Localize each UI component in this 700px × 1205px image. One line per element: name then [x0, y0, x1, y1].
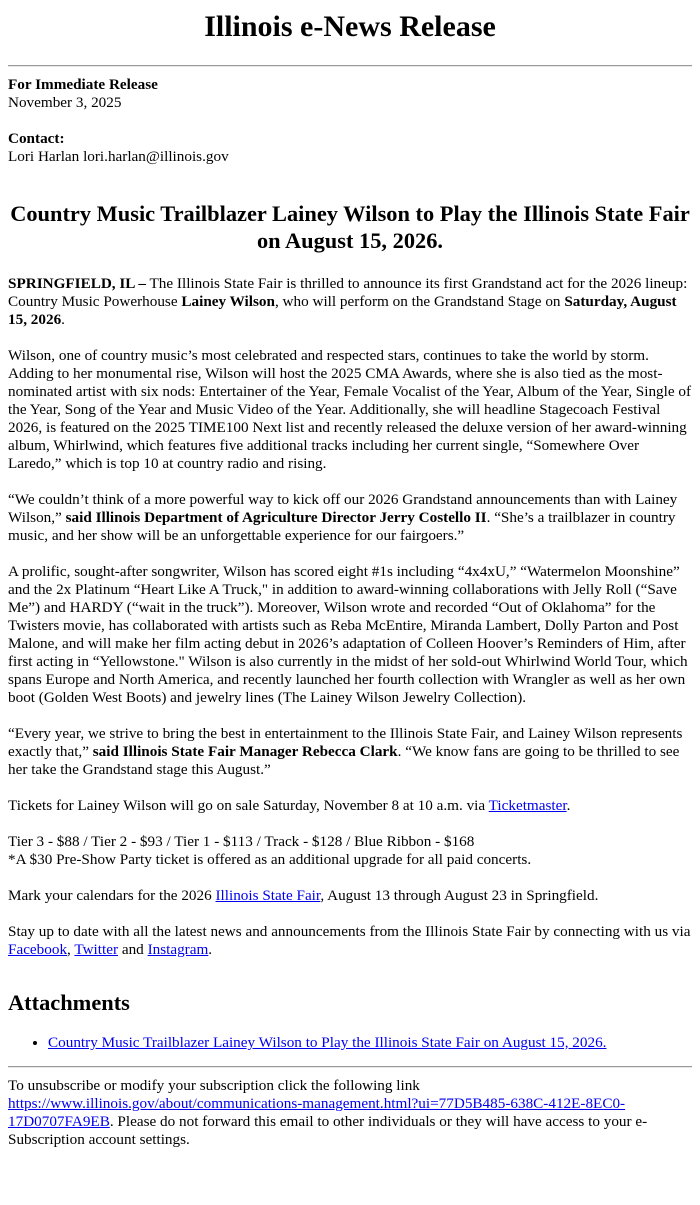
header-divider	[8, 65, 692, 67]
twitter-link[interactable]: Twitter	[74, 941, 119, 958]
instagram-link[interactable]: Instagram	[147, 941, 209, 958]
intro-text-a: The Illinois State Fair is thrilled to announce its first Grandstand act for the 2026 lineup: Country Music Powerhouse	[8, 275, 688, 310]
unsubscribe-notice	[8, 1077, 692, 1149]
calendar-text-a: Mark your calendars for the 2026	[8, 887, 216, 904]
intro-text-b: , who will perform on the Grandstand Stage on	[274, 293, 565, 310]
artist-name: Lainey Wilson	[181, 293, 275, 310]
footer-text-a: To unsubscribe or modify your subscription click the following link	[8, 1077, 420, 1094]
attachments-heading: Attachments	[8, 990, 130, 1015]
paragraph-social	[8, 923, 692, 959]
paragraph-songwriter: A prolific, sought-after songwriter, Wilson has scored eight #1s including “4x4xU,” “Watermelon Moonshine” and the 2x Platinum “Heart Like A Truck," in addition to award-winning collaborations with Jelly Roll (“Save Me”) and HARDY (“wait in the truck”). Moreover, Wilson wrote and recorded “Out of Oklahoma” for the Twisters movie, has collaborated with artists such as Reba McEntire, Miranda Lambert, Dolly Parton and Post Malone, and will make her film acting debut in 2026’s adaptation of Colleen Hoover’s Reminders of Him, after first acting in “Yellowstone." Wilson is also currently in the midst of her sold-out Whirlwind World Tour, which spans Europe and North America, and recently launched her fourth collection with Wrangler as well as her own boot (Golden West Boots) and jewelry lines (The Lainey Wilson Jewelry Collection).	[8, 563, 688, 706]
footer-divider	[8, 1066, 692, 1068]
director-attribution: said Illinois Department of Agriculture Director Jerry Costello II	[65, 509, 487, 526]
dateline: SPRINGFIELD, IL –	[8, 275, 146, 292]
calendar-text-b: , August 13 through August 23 in Springfield.	[320, 887, 599, 904]
ticket-prices	[8, 833, 692, 869]
release-label: For Immediate Release	[8, 76, 158, 93]
paragraph-bio: Wilson, one of country music’s most celebrated and respected stars, continues to take the world by storm. Adding to her monumental rise, Wilson will host the 2025 CMA Awards, where she is also tied as the most-nominated artist with six nods: Entertainer of the Year, Female Vocalist of the Year, Album of the Year, Single of the Year, Song of the Year and Music Video of the Year. Additionally, she will headline Stagecoach Festival 2026, is featured on the 2025 TIME100 Next list and recently released the deluxe version of her award-winning album, Whirlwind, which features five additional tracks including her current single, “Somewhere Over Laredo,” which is top 10 at country radio and rising.	[8, 347, 692, 472]
contact-label: Contact:	[8, 130, 65, 147]
tickets-text-b: .	[566, 797, 571, 814]
tickets-text-a: Tickets for Lainey Wilson will go on sale Saturday, November 8 at 10 a.m. via	[8, 797, 489, 814]
paragraph-intro	[8, 275, 692, 329]
facebook-link[interactable]: Facebook	[8, 941, 68, 958]
site-title: Illinois e-News Release	[204, 10, 496, 43]
list-item	[48, 1034, 692, 1052]
social-text-a: Stay up to date with all the latest news and announcements from the Illinois State Fair by connecting with us via	[8, 923, 691, 940]
manager-quote-b: . “We know fans are going to be thrilled to see her take the Grandstand stage this August.”	[8, 743, 680, 778]
price-note: *A $30 Pre-Show Party ticket is offered as an additional upgrade for all paid concerts.	[8, 851, 532, 868]
manager-attribution: said Illinois State Fair Manager Rebecca Clark	[92, 743, 398, 760]
paragraph-manager-quote	[8, 725, 692, 779]
director-quote-b: . “She’s a trailblazer in country music, and her show will be an unforgettable experience for our fairgoers.”	[8, 509, 676, 544]
intro-text-c: .	[61, 311, 65, 328]
show-date: Saturday, August 15, 2026	[8, 293, 677, 328]
release-meta	[8, 76, 692, 112]
footer-text-b: . Please do not forward this email to other individuals or they will have access to your e-Subscription account settings.	[8, 1113, 648, 1148]
contact-name: Lori Harlan	[8, 148, 80, 165]
paragraph-tickets	[8, 797, 692, 815]
release-headline: Country Music Trailblazer Lainey Wilson to Play the Illinois State Fair on August 15, 2026.	[10, 201, 690, 253]
social-text-b: .	[208, 941, 213, 958]
attachment-link[interactable]: Country Music Trailblazer Lainey Wilson to Play the Illinois State Fair on August 15, 2026.	[48, 1034, 607, 1051]
contact-email: lori.harlan@illinois.gov	[83, 148, 229, 165]
contact-block	[8, 130, 692, 166]
attachments-list	[8, 1034, 692, 1052]
price-tiers: Tier 3 - $88 / Tier 2 - $93 / Tier 1 - $113 / Track - $128 / Blue Ribbon - $168	[8, 833, 475, 850]
paragraph-calendar	[8, 887, 692, 905]
subscription-management-link[interactable]: https://www.illinois.gov/about/communications-management.html?ui=77D5B485-638C-412E-8EC0-17D0707FA9EB	[8, 1095, 626, 1130]
social-sep-1: ,	[67, 941, 75, 958]
ticketmaster-link[interactable]: Ticketmaster	[488, 797, 567, 814]
director-quote-a: “We couldn’t think of a more powerful way to kick off our 2026 Grandstand announcements than with Lainey Wilson,”	[8, 491, 678, 526]
state-fair-link[interactable]: Illinois State Fair	[215, 887, 321, 904]
manager-quote-a: “Every year, we strive to bring the best in entertainment to the Illinois State Fair, and Lainey Wilson represents exactly that,”	[8, 725, 683, 760]
paragraph-director-quote	[8, 491, 692, 545]
release-date: November 3, 2025	[8, 94, 122, 111]
social-sep-2: and	[118, 941, 148, 958]
